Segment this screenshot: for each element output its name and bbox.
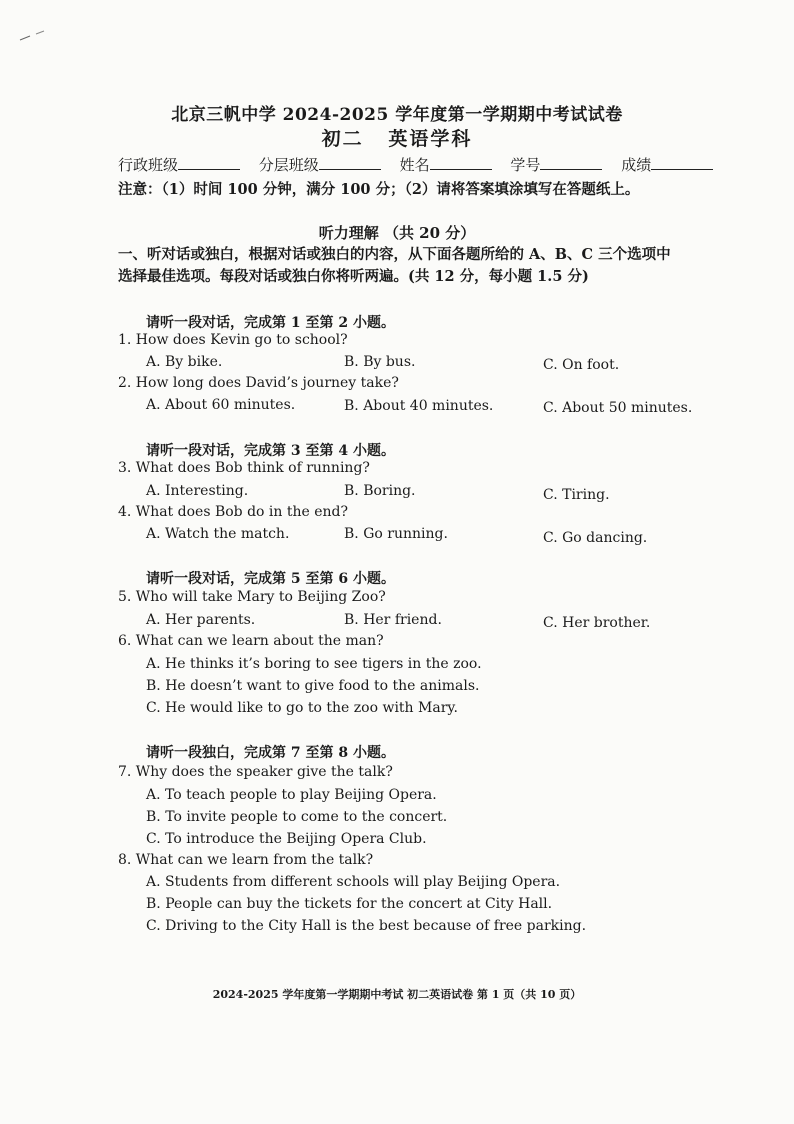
block-title: 请听一段对话，完成第 1 至第 2 小题。 xyxy=(146,315,395,331)
option-b[interactable]: B. Boring. xyxy=(344,483,416,499)
option-c[interactable]: C. About 50 minutes. xyxy=(543,400,693,416)
option-a[interactable]: A. Interesting. xyxy=(146,483,249,499)
option-a[interactable]: A. He thinks it’s boring to see tigers in the zoo. xyxy=(146,656,482,672)
option-b[interactable]: B. Her friend. xyxy=(344,612,442,628)
option-a[interactable]: A. Her parents. xyxy=(146,612,256,628)
option-b[interactable]: B. By bus. xyxy=(344,354,416,370)
exam-title: 北京三帆中学 2024-2025 学年度第一学期期中考试试卷 xyxy=(171,105,623,125)
score-field[interactable]: 成绩 xyxy=(621,154,713,175)
block-title: 请听一段对话，完成第 5 至第 6 小题。 xyxy=(146,571,395,587)
question-text: 3. What does Bob think of running? xyxy=(118,460,370,476)
option-a[interactable]: A. Students from different schools will play Beijing Opera. xyxy=(146,874,561,890)
option-b[interactable]: B. To invite people to come to the concert. xyxy=(146,809,448,825)
option-c[interactable]: C. To introduce the Beijing Opera Club. xyxy=(146,831,427,847)
option-a[interactable]: A. About 60 minutes. xyxy=(146,397,296,413)
option-b[interactable]: B. Go running. xyxy=(344,526,448,542)
section-title: 听力理解 （共 20 分） xyxy=(318,224,476,242)
question-text: 2. How long does David’s journey take? xyxy=(118,375,399,391)
question-text: 7. Why does the speaker give the talk? xyxy=(118,764,393,780)
option-c[interactable]: C. Tiring. xyxy=(543,487,610,503)
option-b[interactable]: B. People can buy the tickets for the concert at City Hall. xyxy=(146,896,553,912)
option-c[interactable]: C. Driving to the City Hall is the best because of free parking. xyxy=(146,918,587,934)
option-a[interactable]: A. Watch the match. xyxy=(146,526,290,542)
grade-label: 初二 xyxy=(321,128,364,150)
student-id-field[interactable]: 学号 xyxy=(510,154,602,175)
scan-marks xyxy=(18,28,58,42)
option-a[interactable]: A. By bike. xyxy=(146,354,223,370)
option-c[interactable]: C. Go dancing. xyxy=(543,530,648,546)
student-info-row xyxy=(118,154,738,175)
exam-subtitle xyxy=(0,124,794,151)
subject-label: 英语学科 xyxy=(388,128,473,150)
question-text: 8. What can we learn from the talk? xyxy=(118,852,374,868)
name-field[interactable]: 姓名 xyxy=(400,154,492,175)
option-c[interactable]: C. On foot. xyxy=(543,357,620,373)
level-class-field[interactable]: 分层班级 xyxy=(259,154,381,175)
option-a[interactable]: A. To teach people to play Beijing Opera. xyxy=(146,787,437,803)
block-title: 请听一段独白，完成第 7 至第 8 小题。 xyxy=(146,745,395,761)
class-field[interactable]: 行政班级 xyxy=(118,154,240,175)
question-text: 1. How does Kevin go to school? xyxy=(118,332,348,348)
section-instruction: 一、听对话或独白，根据对话或独白的内容，从下面各题所给的 A、B、C 三个选项中 选择最佳选项。每段对话或独白你将听两遍。(共 12 分，每小题 1.5 分) xyxy=(118,246,671,285)
block-title: 请听一段对话，完成第 3 至第 4 小题。 xyxy=(146,443,395,459)
question-text: 4. What does Bob do in the end? xyxy=(118,504,349,520)
question-text: 5. Who will take Mary to Beijing Zoo? xyxy=(118,589,386,605)
option-c[interactable]: C. He would like to go to the zoo with Mary. xyxy=(146,700,458,716)
question-text: 6. What can we learn about the man? xyxy=(118,633,384,649)
option-b[interactable]: B. About 40 minutes. xyxy=(344,398,494,414)
exam-notice: 注意：（1）时间 100 分钟，满分 100 分；（2）请将答案填涂填写在答题纸上。 xyxy=(118,181,640,198)
option-b[interactable]: B. He doesn’t want to give food to the animals. xyxy=(146,678,480,694)
page-footer: 2024-2025 学年度第一学期期中考试 初二英语试卷 第 1 页（共 10 页） xyxy=(212,988,582,1001)
option-c[interactable]: C. Her brother. xyxy=(543,615,651,631)
